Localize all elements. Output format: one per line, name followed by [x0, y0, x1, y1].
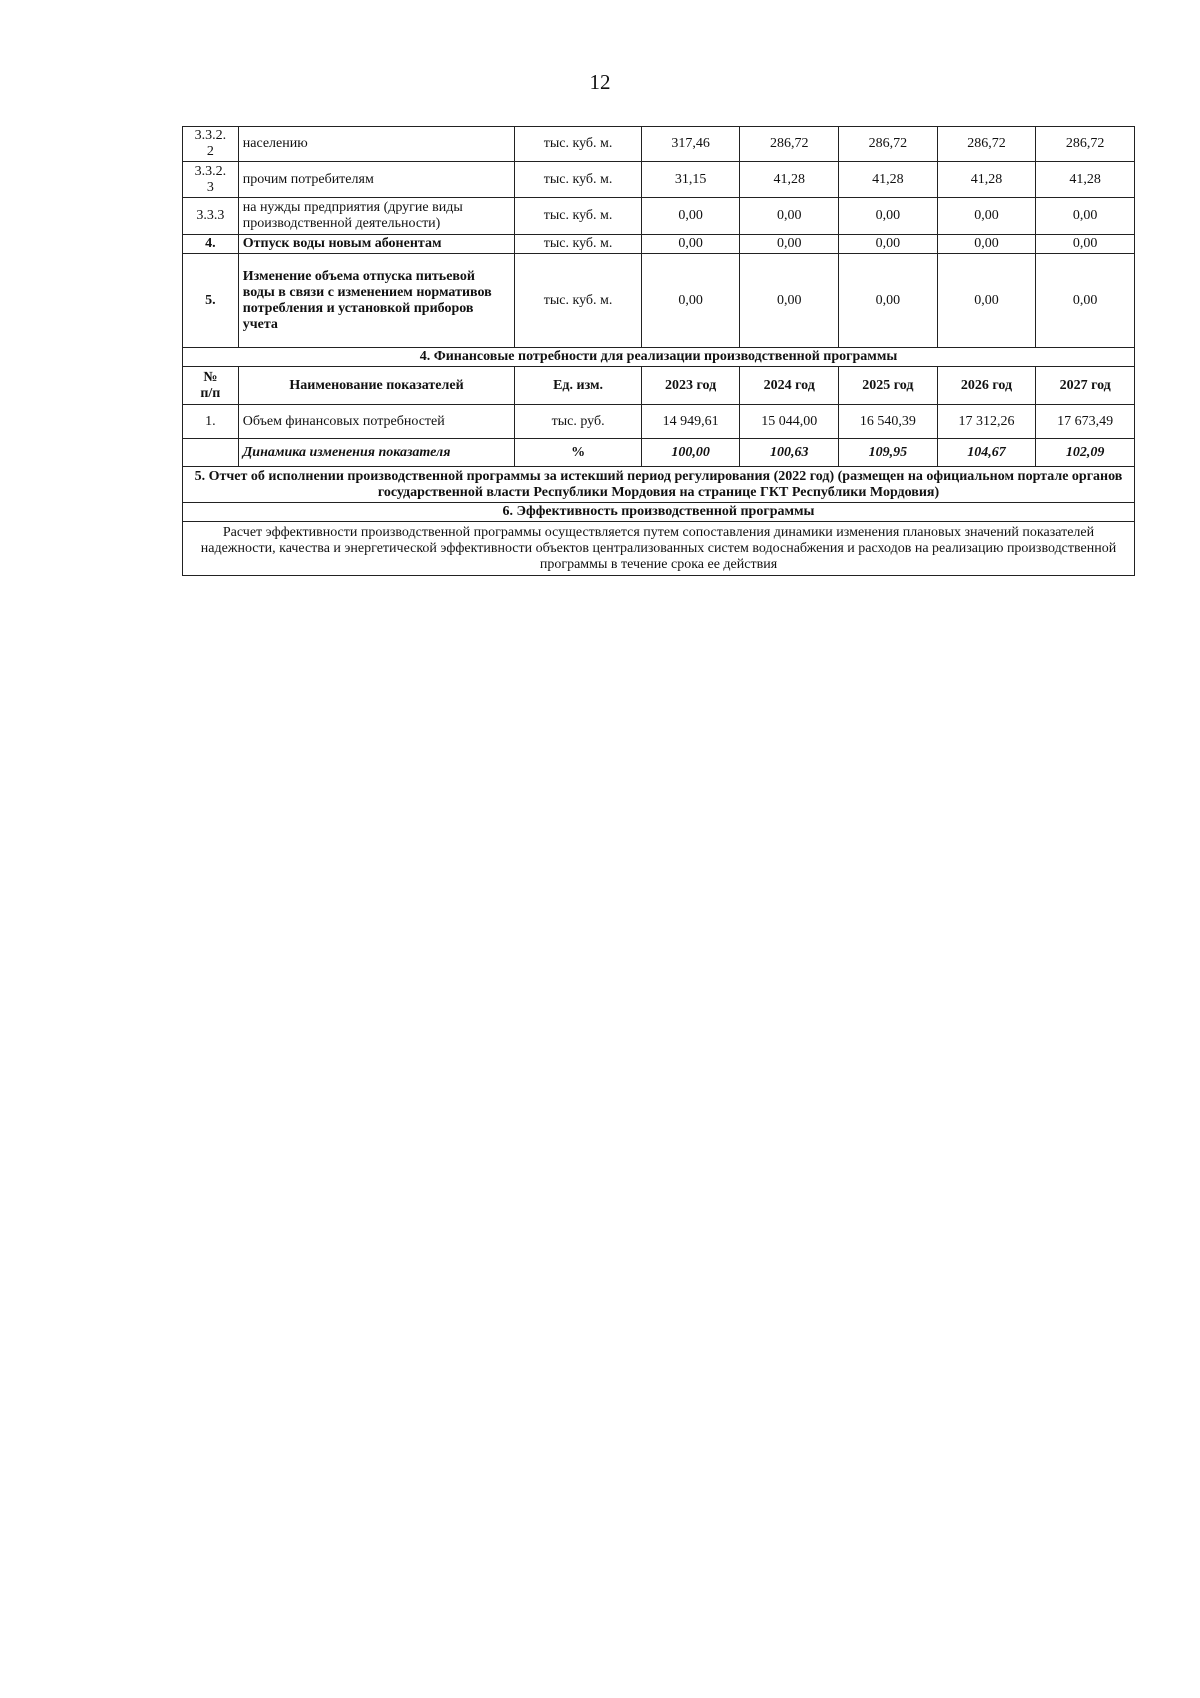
row-number: [183, 439, 239, 467]
value-cell: 41,28: [839, 162, 938, 198]
value-cell: 0,00: [839, 235, 938, 254]
row-unit: тыс. куб. м.: [515, 254, 642, 348]
value-cell: 286,72: [839, 127, 938, 162]
value-cell: 0,00: [740, 198, 839, 235]
row-number: 3.3.3: [183, 198, 239, 235]
value-cell: 100,63: [740, 439, 839, 467]
row-name: населению: [238, 127, 515, 162]
row-number: 4.: [183, 235, 239, 254]
value-cell: 286,72: [740, 127, 839, 162]
value-cell: 0,00: [740, 254, 839, 348]
value-cell: 0,00: [937, 235, 1036, 254]
row-name: прочим потребителям: [238, 162, 515, 198]
header-year: 2026 год: [937, 367, 1036, 405]
header-name: Наименование показателей: [238, 367, 515, 405]
data-table: [182, 126, 1135, 576]
value-cell: 0,00: [1036, 235, 1135, 254]
section-6-text: Расчет эффективности производственной программы осуществляется путем сопоставления динамики изменения плановых значений показателей надежности, качества и энергетической эффективности объектов централизованных систем водоснабжения и расходов на реализацию производственной программы в течение срока ее действия: [183, 522, 1135, 576]
row-number: 1.: [183, 405, 239, 439]
header-year: 2024 год: [740, 367, 839, 405]
section-5-title: 5. Отчет об исполнении производственной программы за истекший период регулирования (2022 год) (размещен на официальном портале органов государственной власти Республики Мордовия на странице ГКТ Республики Мордовия): [183, 467, 1135, 503]
value-cell: 14 949,61: [641, 405, 740, 439]
value-cell: 0,00: [641, 198, 740, 235]
table-row: [183, 198, 1135, 235]
page-number: 12: [589, 70, 611, 94]
row-unit: тыс. куб. м.: [515, 127, 642, 162]
value-cell: 0,00: [937, 198, 1036, 235]
table-row: [183, 127, 1135, 162]
table-header-row: [183, 367, 1135, 405]
value-cell: 15 044,00: [740, 405, 839, 439]
header-year: 2025 год: [839, 367, 938, 405]
table-row: [183, 405, 1135, 439]
row-unit: тыс. куб. м.: [515, 198, 642, 235]
value-cell: 104,67: [937, 439, 1036, 467]
value-cell: 41,28: [740, 162, 839, 198]
value-cell: 286,72: [937, 127, 1036, 162]
table-row: [183, 439, 1135, 467]
value-cell: 0,00: [839, 254, 938, 348]
value-cell: 0,00: [839, 198, 938, 235]
value-cell: 102,09: [1036, 439, 1135, 467]
value-cell: 0,00: [937, 254, 1036, 348]
section-6-title: 6. Эффективность производственной программы: [183, 503, 1135, 522]
row-unit: %: [515, 439, 642, 467]
header-year: 2023 год: [641, 367, 740, 405]
value-cell: 286,72: [1036, 127, 1135, 162]
value-cell: 0,00: [740, 235, 839, 254]
value-cell: 0,00: [641, 254, 740, 348]
row-name: Отпуск воды новым абонентам: [238, 235, 515, 254]
table-row: [183, 162, 1135, 198]
row-unit: тыс. куб. м.: [515, 235, 642, 254]
value-cell: 0,00: [1036, 198, 1135, 235]
row-number: 5.: [183, 254, 239, 348]
value-cell: 317,46: [641, 127, 740, 162]
row-name: на нужды предприятия (другие виды производственной деятельности): [238, 198, 515, 235]
value-cell: 17 673,49: [1036, 405, 1135, 439]
value-cell: 31,15: [641, 162, 740, 198]
row-unit: тыс. руб.: [515, 405, 642, 439]
value-cell: 16 540,39: [839, 405, 938, 439]
header-unit: Ед. изм.: [515, 367, 642, 405]
header-number: № п/п: [183, 367, 239, 405]
value-cell: 41,28: [1036, 162, 1135, 198]
table-row: [183, 235, 1135, 254]
value-cell: 109,95: [839, 439, 938, 467]
value-cell: 17 312,26: [937, 405, 1036, 439]
row-name: Динамика изменения показателя: [238, 439, 515, 467]
row-number: 3.3.2. 3: [183, 162, 239, 198]
table-row: [183, 254, 1135, 348]
value-cell: 41,28: [937, 162, 1036, 198]
value-cell: 0,00: [1036, 254, 1135, 348]
value-cell: 0,00: [641, 235, 740, 254]
value-cell: 100,00: [641, 439, 740, 467]
row-unit: тыс. куб. м.: [515, 162, 642, 198]
header-year: 2027 год: [1036, 367, 1135, 405]
row-name: Изменение объема отпуска питьевой воды в связи с изменением нормативов потребления и установкой приборов учета: [238, 254, 515, 348]
section-4-title: 4. Финансовые потребности для реализации производственной программы: [183, 348, 1135, 367]
row-number: 3.3.2. 2: [183, 127, 239, 162]
row-name: Объем финансовых потребностей: [238, 405, 515, 439]
